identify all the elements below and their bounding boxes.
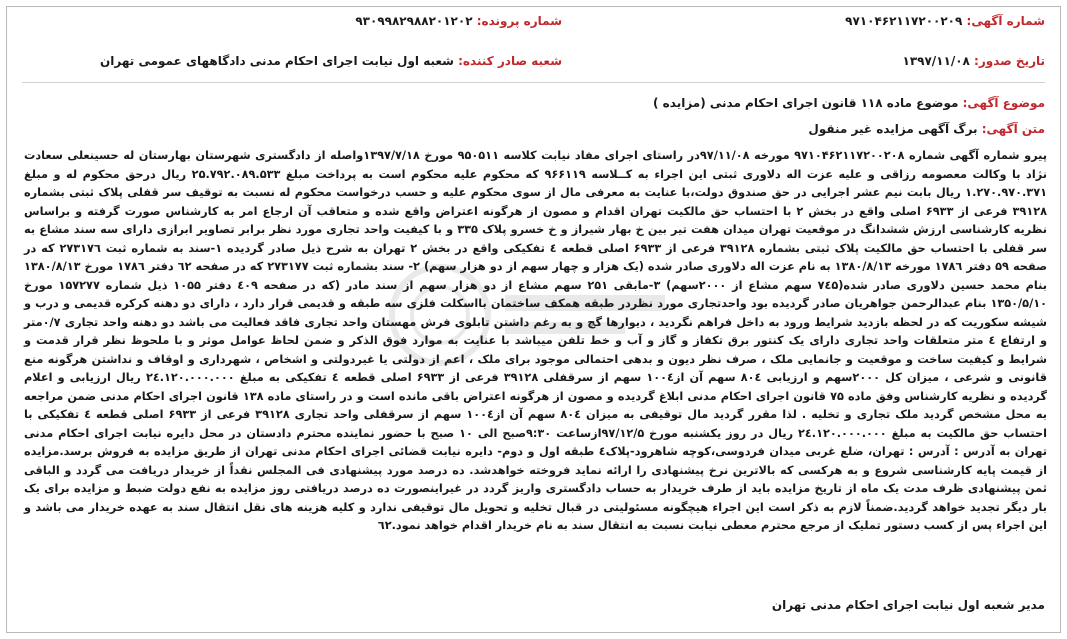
header-divider (22, 82, 1045, 83)
case-number-value: ۹۳۰۹۹۸۲۹۸۸۲۰۱۲۰۲ (355, 14, 473, 28)
ad-number (845, 14, 1045, 28)
issuer-value: شعبه اول نیابت اجرای احکام مدنی دادگاههای عمومی تهران (100, 54, 454, 68)
issue-date-value: ۱۳۹۷/۱۱/۰۸ (902, 54, 970, 68)
subject-value: موضوع ماده ۱۱۸ قانون اجرای احکام مدنی (مزایده ) (653, 96, 959, 110)
issue-date (903, 54, 1046, 68)
signature: مدیر شعبه اول نیابت اجرای احکام مدنی تهران (771, 598, 1045, 612)
notice-text-value: برگ آگهی مزایده غیر منقول (808, 122, 978, 136)
ad-number-value: ۹۷۱۰۴۶۲۱۱۷۲۰۰۲۰۹ (845, 14, 963, 28)
case-number (355, 14, 562, 28)
notice-body: پیرو شماره آگهی شماره ۹۷۱۰۴۶۲۱۱۷۲۰۰۲۰۸ مورخه ۹۷/۱۱/۰۸در راستای اجرای مفاد نیابت کلاسه ۹۵۰۵۱۱ مورخ ۱۳۹۷/۷/۱۸واصله از دادگستری شهرستان بهارستان له حسینعلی سعادت نژاد با وکالت معصومه رزاقی و علیه عزت اله دلاوری ثبتی این اجراء به کــلاسه ۹۶۶۱۱۹ که محکوم علیه محکوم است به پرداخت مبلغ ۲۵.۷۹۲.۰۸۹.۵۳۳ ریال درحق محکوم له و مبلغ ۱.۲۷۰.۹۷۰.۳۷۱ ریال بابت نیم عشر اجرایی در حق صندوق دولت،با عنایت به معرفی مال از سوی محکوم علیه و حسب درخواست محکوم له نسبت به توقیف سر قفلی پلاک ثبتی بشماره ۳۹۱۲۸ فرعی از ۶۹۳۳ اصلی واقع در بخش ۲ با احتساب حق مالکیت تهران اقدام و مصون از هرگونه اعتراض واقع شده و متعاقب آن ارجاع امر به کارشناس صورت گرفته و براساس نظریه کارشناسی ارزش ششدانگ در موقعیت تهران میدان هفت تیر بین خ بهار شیراز و خ خسرو پلاک ۳۳۵ و با کیفیت واحد تجاری مورد نظر برابر تصاویر ابرازی دارای سه سند مشاع به سر قفلی با احتساب حق مالکیت پلاک ثبتی بشماره ۳۹۱۲۸ فرعی از ۶۹۳۳ اصلی قطعه ٤ تفکیکی واقع در بخش ۲ تهران به شرح ذیل صادر گردیده ۱-سند به شماره ثبت ۲۷۳۱۷٦ که در صفحه ۵۹ دفتر ۱۷۸٦ مورخه ۱۳۸۰/۸/۱۳ به نام عزت اله دلاوری صادر شده (یک هزار و چهار سهم از دو هزار سهم) ۲- سند بشماره ثبت ۲۷۳۱۷۷ که در صفحه ٦۲ دفتر ۱۷۸٦ مورخ ۱۳۸۰/۸/۱۳ بنام محمد حسین دلاوری صادر شده(۷٤۵ سهم مشاع از ۲۰۰۰سهم) ۳-مابقی ۲۵۱ سهم مشاع از دو هزار سهم از سند مادر (که در صفحه ٤۰۹ دفتر ۱۰۵۵ ذیل شماره ۱۵۷۲۷۷ مورخ ۱۳۵۰/۵/۱۰ بنام عبدالرحمن جواهریان صادر گردیده بود واحدتجاری مورد نظردر طبقه همکف ساختمان بااسکلت فلزی سه طبقه و قدیمی قرار دارد ، دارای دو دهنه کرکره قدیمی و درب و شیشه سکوریت که در لحظه بازدید شرایط ورود به داخل فراهم نگردید ، دیوارها گچ و به رغم داشتن تابلوی فرش مهستان واحد تجاری فاقد فعالیت می باشد دو دهنه واحد تجاری ۰/۷متر و ارتفاع ٤ متر متعلقات واحد تجاری دارای یک کنتور برق تکفاز و گاز و آب و خط تلفن میباشد با عنایت به موارد فوق الذکر و ضمن لحاظ عوامل موثر و با ملحوظ نظر قرار قدمت و شرایط و کیفیت ساخت و موقعیت و جانمایی ملک ، صرف نظر دیون و بدهی احتمالی موجود برای ملک ، اعم از دولتی یا غیردولتی و اشخاص ، شهرداری و اوقاف و نداشتن هرگونه منع قانونی و شرعی ، میزان کل ۲۰۰۰سهم و ارزیابی ۸۰٤ سهم آن از۱۰۰٤ سهم از سرقفلی ۳۹۱۲۸ فرعی از ۶۹۳۳ اصلی قطعه ٤ تفکیکی به مبلغ ۲٤.۱۲۰.۰۰۰.۰۰۰ ریال ارزیابی و اعلام گردیده و نظریه کارشناس وفق ماده ۷۵ قانون اجرای احکام مدنی ابلاغ گردیده و مصون از هرگونه اعتراض باقی مانده است و در راستای ماده ۱۳۸ قانون اجرای احکام مدنی ضمن مراجعه به محل مشخص گردید ملک تجاری و تخلیه . لذا مقرر گردید مال توقیفی به میزان ۸۰٤ سهم آن از۱۰۰٤ سهم از سرقفلی واحد تجاری ۳۹۱۲۸ فرعی از ۶۹۳۳ اصلی قطعه ٤ تفکیکی با احتساب حق مالکیت به مبلغ ۲٤.۱۲۰.۰۰۰.۰۰۰ ریال در روز یکشنبه مورخ ۹۷/۱۲/۵ازساعت ۹:۳۰صبح الی ۱۰ صبح با حضور نماینده محترم دادستان در محل دایره نیابت اجرای احکام مدنی تهران به آدرس : آدرس : تهران، ضلع غربی میدان فردوسی،کوچه شاهرود-پلاک٤ طبقه اول و دوم- دایره نیابت قضائی اجرای احکام مدنی تهران از طریق مزایده به فروش برسد.مزایده از قیمت پایه کارشناسی شروع و به هرکسی که بالاترین نرخ پیشنهادی را ارائه نماید فروخته خواهدشد. ده درصد مورد پیشنهادی فی المجلس نقداً از خریدار دریافت می گردد و الباقی ثمن پیشنهادی ظرف مدت یک ماه از تاریخ مزایده باید از طرف خریدار به حساب دادگستری واریز گردد در غیراینصورت ده درصد دریافتی روز مزایده به نفع دولت ضبط و مزایده برای یک بار دیگر تجدید خواهد گردید.ضمناً لازم به ذکر است این اجراء هیچگونه مسئولیتی در قبال تخلیه و تحویل مال توقیفی ندارد و کلیه هزینه های نقل انتقال سند به عهده خریدار می باشد و این اجراء پس از کسب دستور تملیک از مرجع محترم معطی نیابت نسبت به انتقال سند به نام خریدار اقدام خواهد نمود.٦۲ (24, 149, 1048, 532)
issue-date-label: تاریخ صدور: (974, 54, 1045, 68)
ad-number-label: شماره آگهی: (966, 14, 1045, 28)
subject (653, 96, 1045, 110)
notice-text-label: متن آگهی: (981, 122, 1045, 136)
subject-label: موضوع آگهی: (962, 96, 1045, 110)
issuer (100, 54, 562, 68)
issuer-label: شعبه صادر کننده: (458, 54, 562, 68)
case-number-label: شماره پرونده: (476, 14, 562, 28)
notice-text-title (808, 122, 1045, 136)
